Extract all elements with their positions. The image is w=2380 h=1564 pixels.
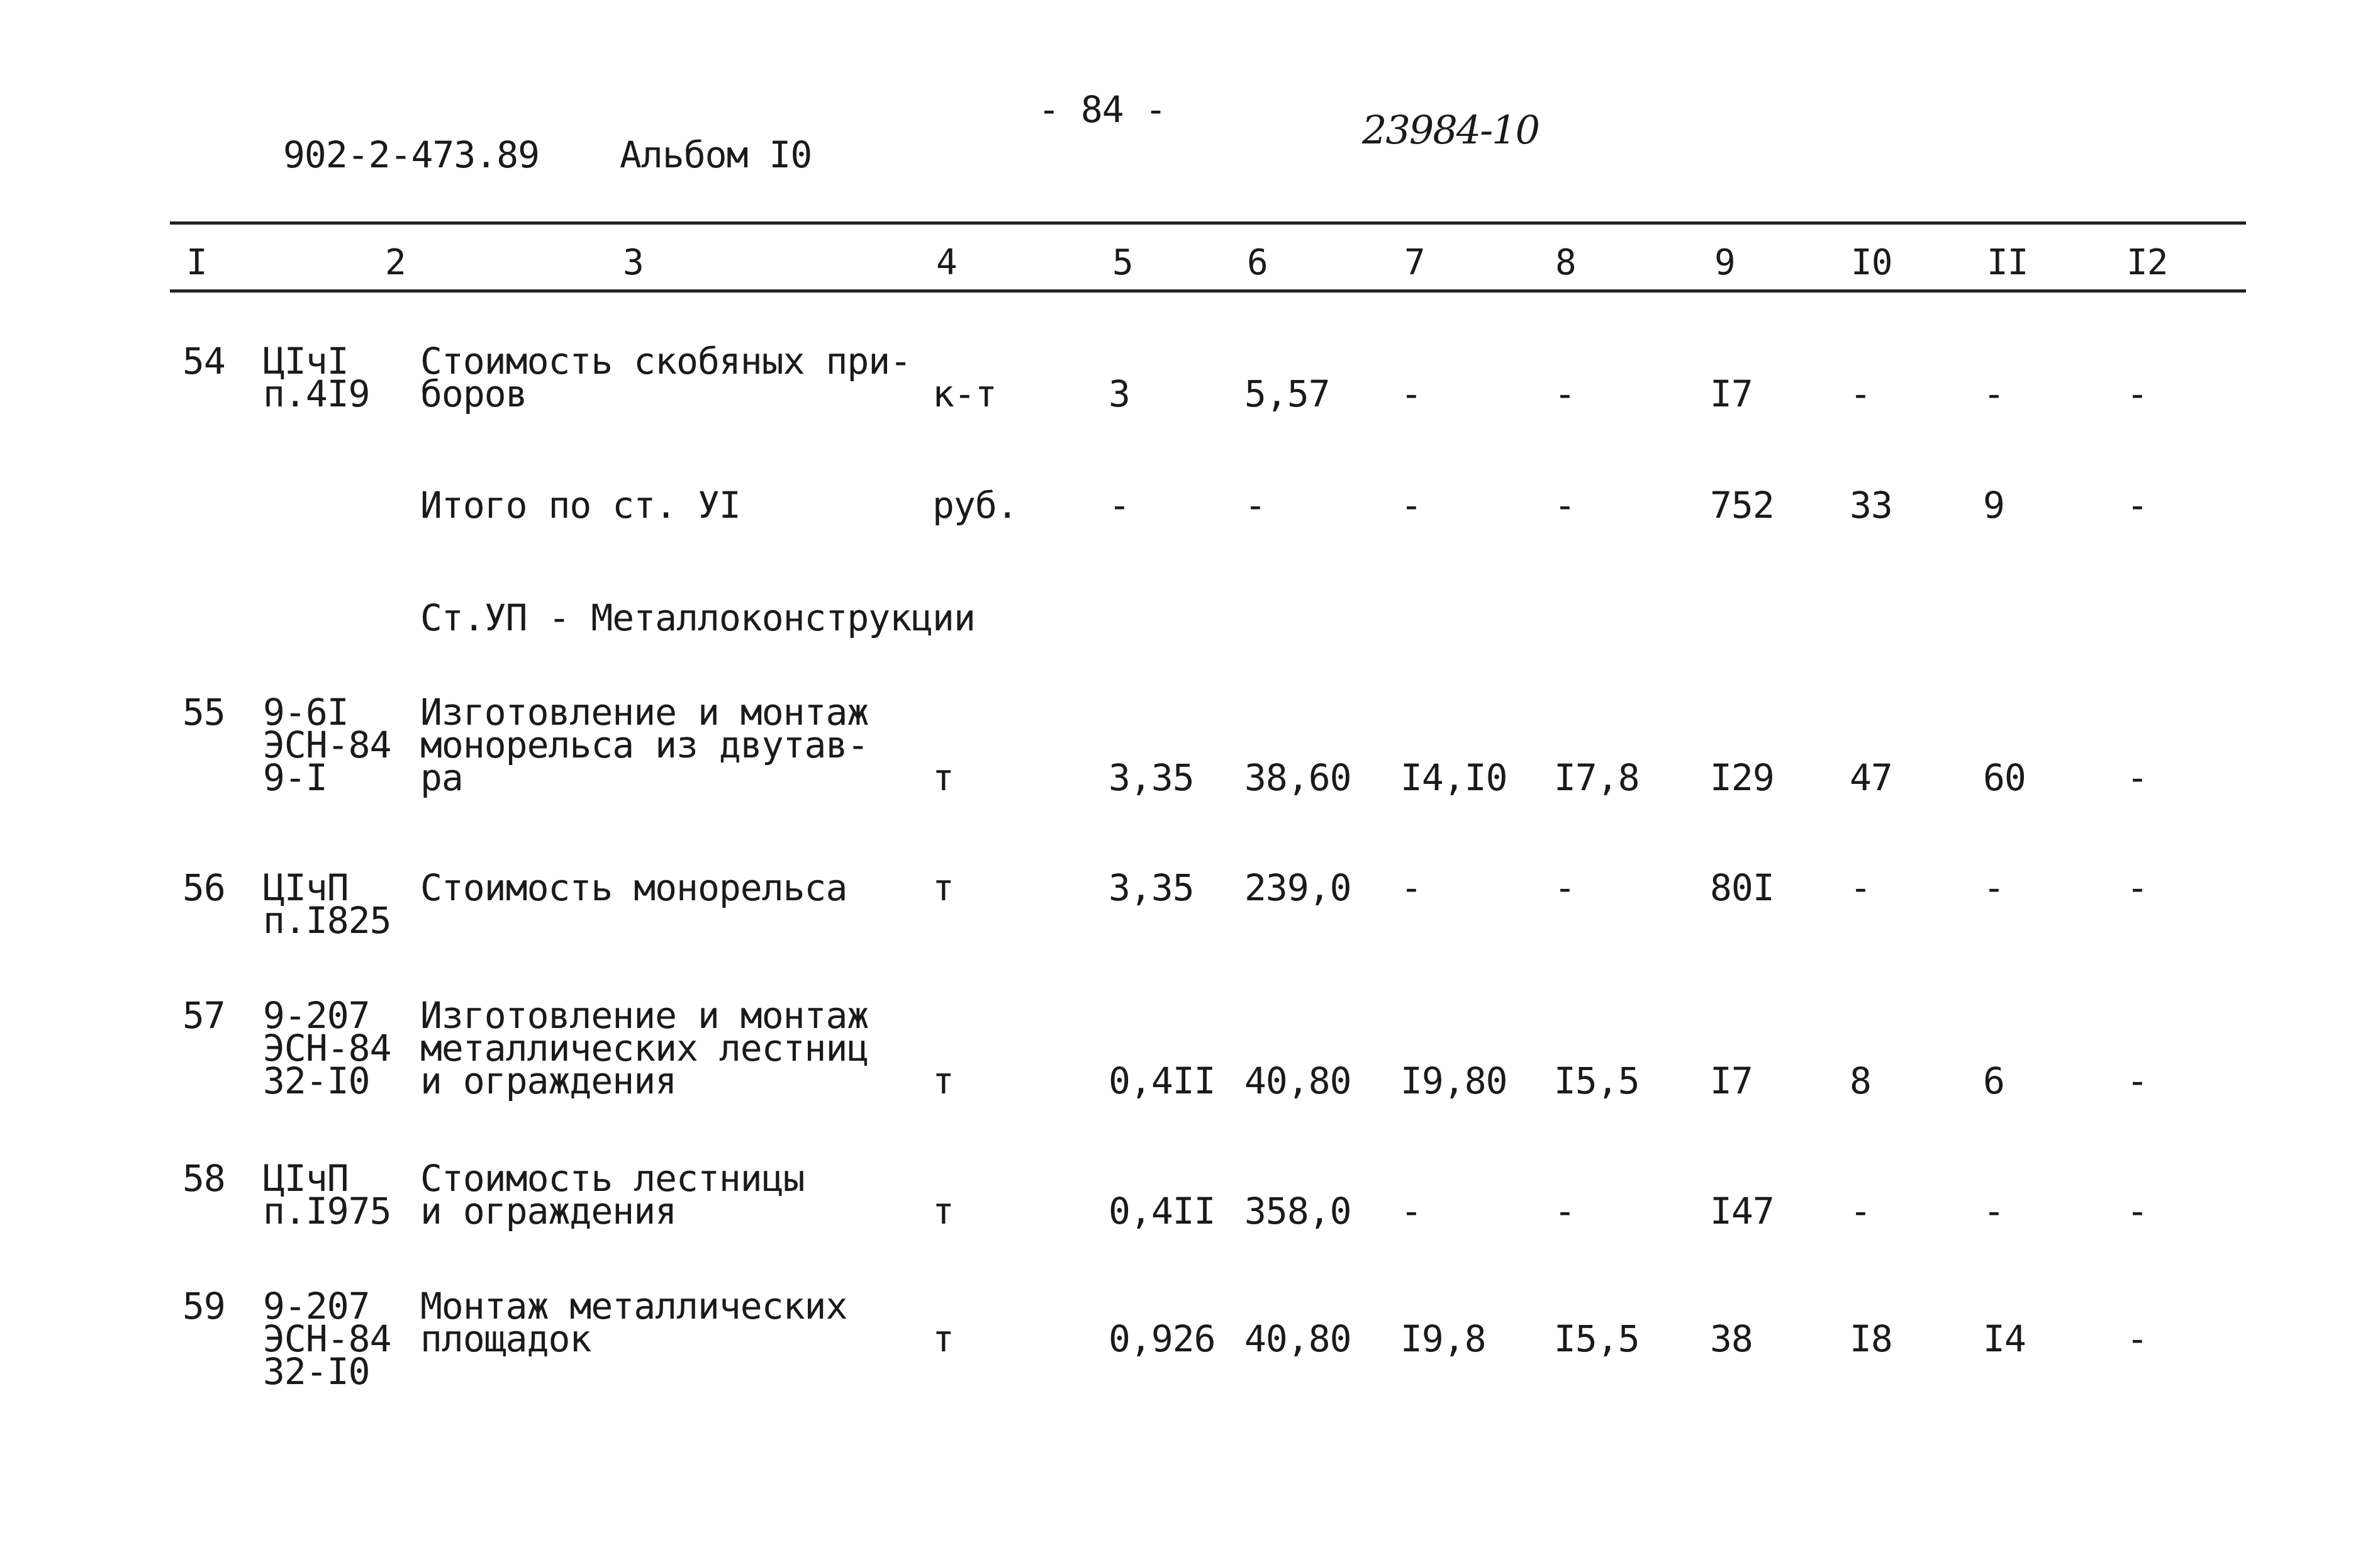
value-cell-c8: I5,5 <box>1554 1317 1640 1360</box>
price-code-line: ЦIчП <box>263 866 349 909</box>
unit-cell: к-т <box>932 372 997 415</box>
value-cell-c7: - <box>1400 372 1422 415</box>
value-cell-c10: - <box>1850 372 1871 415</box>
value-cell-c5: 3 <box>1109 372 1130 415</box>
value-cell-c7: I4,I0 <box>1400 756 1507 799</box>
value-cell-c10: 8 <box>1850 1059 1871 1102</box>
column-header: 3 <box>623 242 644 283</box>
price-code-line: п.I825 <box>263 899 391 942</box>
value-cell-c5: - <box>1109 484 1130 527</box>
value-cell-c9: I47 <box>1710 1190 1774 1232</box>
value-cell-c6: 239,0 <box>1244 866 1351 909</box>
value-cell-c8: I7,8 <box>1554 756 1640 799</box>
column-header: 4 <box>936 242 957 283</box>
value-cell-c11: 9 <box>1983 484 2004 527</box>
value-cell-c10: - <box>1850 1190 1871 1232</box>
unit-cell: руб. <box>932 484 1018 527</box>
column-header: 2 <box>385 242 406 283</box>
value-cell-c6: 40,80 <box>1244 1317 1351 1360</box>
column-header: 8 <box>1555 242 1576 283</box>
column-header: I0 <box>1851 242 1892 283</box>
value-cell-c5: 0,4II <box>1109 1190 1215 1232</box>
value-cell-c12: - <box>2126 866 2148 909</box>
value-cell-c9: 38 <box>1710 1317 1753 1360</box>
item-number: 55 <box>182 691 225 734</box>
value-cell-c7: - <box>1400 1190 1422 1232</box>
value-cell-c11: I4 <box>1983 1317 2026 1360</box>
item-name-line: и ограждения <box>420 1059 677 1102</box>
value-cell-c8: - <box>1554 484 1575 527</box>
item-name-line: ра <box>420 756 463 799</box>
value-cell-c7: - <box>1400 866 1422 909</box>
price-code-line: п.I975 <box>263 1190 391 1232</box>
handwritten-note: 23984-10 <box>1362 107 1539 153</box>
item-name-line: Ст.УП - Металлоконструкции <box>420 596 975 639</box>
item-name-line: монорельса из двутав- <box>420 723 869 766</box>
column-header: 7 <box>1404 242 1425 283</box>
price-code-line: ЦIчI <box>263 340 349 383</box>
price-code-line: 9-6I <box>263 691 349 734</box>
value-cell-c9: I7 <box>1710 1059 1753 1102</box>
value-cell-c5: 3,35 <box>1109 756 1194 799</box>
header-rule-bottom <box>170 289 2246 293</box>
header-rule-top <box>170 221 2246 225</box>
price-code-line: 9-I <box>263 756 327 799</box>
value-cell-c8: - <box>1554 372 1575 415</box>
price-code-line: ЭСН-84 <box>263 723 391 766</box>
value-cell-c12: - <box>2126 756 2148 799</box>
value-cell-c12: - <box>2126 1317 2148 1360</box>
value-cell-c10: I8 <box>1850 1317 1892 1360</box>
unit-cell: т <box>932 866 954 909</box>
price-code-line: 32-I0 <box>263 1350 370 1393</box>
value-cell-c8: I5,5 <box>1554 1059 1640 1102</box>
column-header: II <box>1987 242 2028 283</box>
price-code-line: 9-207 <box>263 994 370 1037</box>
value-cell-c10: - <box>1850 866 1871 909</box>
unit-cell: т <box>932 1190 954 1232</box>
item-name-line: Стоимость лестницы <box>420 1157 805 1200</box>
item-name-line: площадок <box>420 1317 591 1360</box>
document-code: 902-2-473.89 <box>283 133 540 176</box>
price-code-line: ЭСН-84 <box>263 1317 391 1360</box>
value-cell-c7: - <box>1400 484 1422 527</box>
item-name-line: боров <box>420 372 527 415</box>
price-code-line: ЭСН-84 <box>263 1027 391 1070</box>
value-cell-c5: 0,926 <box>1109 1317 1215 1360</box>
value-cell-c6: - <box>1244 484 1266 527</box>
value-cell-c7: I9,80 <box>1400 1059 1507 1102</box>
price-code-line: 9-207 <box>263 1285 370 1327</box>
item-number: 57 <box>182 994 225 1037</box>
value-cell-c7: I9,8 <box>1400 1317 1486 1360</box>
album-label: Альбом I0 <box>620 133 812 176</box>
value-cell-c11: - <box>1983 866 2004 909</box>
value-cell-c10: 47 <box>1850 756 1892 799</box>
value-cell-c12: - <box>2126 372 2148 415</box>
column-header: 6 <box>1247 242 1268 283</box>
value-cell-c6: 358,0 <box>1244 1190 1351 1232</box>
unit-cell: т <box>932 1059 954 1102</box>
value-cell-c11: 6 <box>1983 1059 2004 1102</box>
value-cell-c9: I29 <box>1710 756 1774 799</box>
value-cell-c8: - <box>1554 866 1575 909</box>
value-cell-c6: 40,80 <box>1244 1059 1351 1102</box>
price-code-line: ЦIчП <box>263 1157 349 1200</box>
unit-cell: т <box>932 756 954 799</box>
value-cell-c11: - <box>1983 1190 2004 1232</box>
item-number: 59 <box>182 1285 225 1327</box>
column-header: I2 <box>2126 242 2168 283</box>
value-cell-c12: - <box>2126 484 2148 527</box>
item-name-line: Монтаж металлических <box>420 1285 847 1327</box>
column-header: I <box>186 242 207 283</box>
value-cell-c9: 752 <box>1710 484 1774 527</box>
item-number: 58 <box>182 1157 225 1200</box>
column-header: 5 <box>1112 242 1133 283</box>
item-name-line: Изготовление и монтаж <box>420 994 869 1037</box>
value-cell-c6: 5,57 <box>1244 372 1330 415</box>
item-name-line: Стоимость монорельса <box>420 866 847 909</box>
item-name-line: Стоимость скобяных при- <box>420 340 912 383</box>
unit-cell: т <box>932 1317 954 1360</box>
value-cell-c5: 0,4II <box>1109 1059 1215 1102</box>
value-cell-c11: - <box>1983 372 2004 415</box>
page-number: - 84 - <box>1038 88 1166 131</box>
value-cell-c10: 33 <box>1850 484 1892 527</box>
value-cell-c9: I7 <box>1710 372 1753 415</box>
price-code-line: 32-I0 <box>263 1059 370 1102</box>
column-header: 9 <box>1714 242 1735 283</box>
value-cell-c9: 80I <box>1710 866 1774 909</box>
value-cell-c12: - <box>2126 1190 2148 1232</box>
value-cell-c6: 38,60 <box>1244 756 1351 799</box>
value-cell-c12: - <box>2126 1059 2148 1102</box>
item-name-line: металлических лестниц <box>420 1027 869 1070</box>
price-code-line: п.4I9 <box>263 372 370 415</box>
value-cell-c11: 60 <box>1983 756 2026 799</box>
item-number: 56 <box>182 866 225 909</box>
value-cell-c8: - <box>1554 1190 1575 1232</box>
item-name-line: Итого по ст. УI <box>420 484 740 527</box>
value-cell-c5: 3,35 <box>1109 866 1194 909</box>
item-number: 54 <box>182 340 225 383</box>
item-name-line: и ограждения <box>420 1190 677 1232</box>
item-name-line: Изготовление и монтаж <box>420 691 869 734</box>
